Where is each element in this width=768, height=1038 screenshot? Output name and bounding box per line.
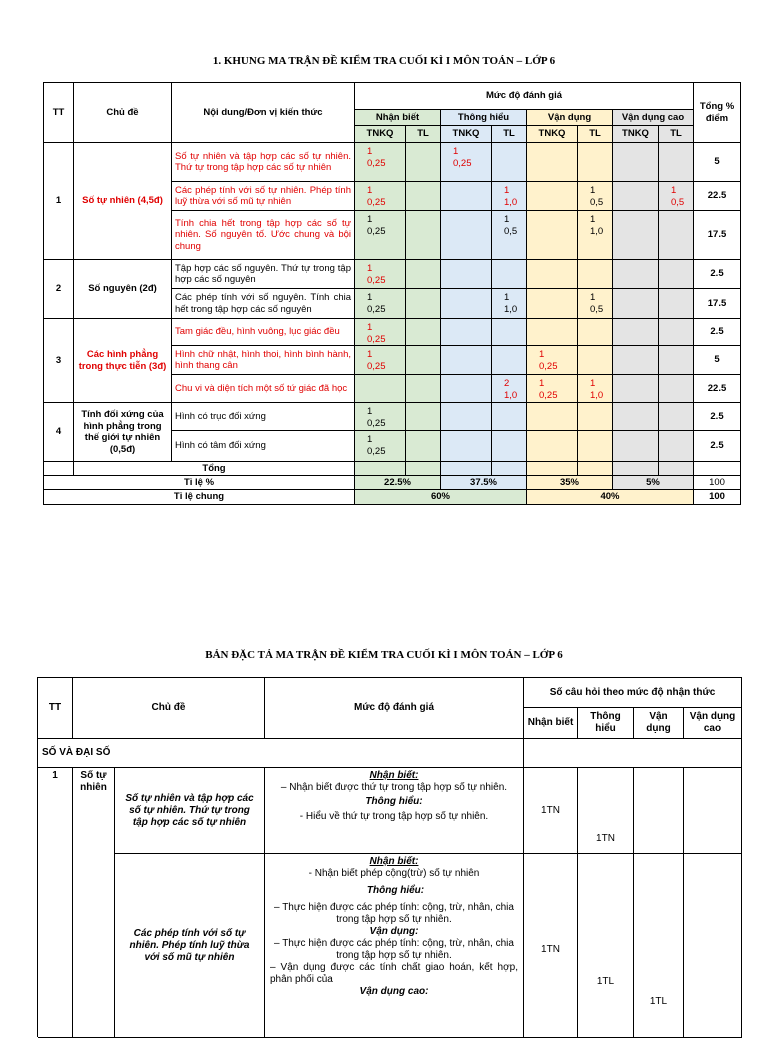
question-cell [659, 346, 694, 375]
spec-title: BẢN ĐẶC TẢ MA TRẬN ĐỀ KIỂM TRA CUỐI KÌ I MÔN TOÁN – LỚP 6 [205, 649, 563, 661]
topic-name: Số nguyên (2đ) [74, 260, 172, 319]
question-cell [441, 346, 492, 375]
question-points: 0,25 [367, 274, 386, 286]
question-cell [406, 319, 441, 346]
content-unit: Tập hợp các số nguyên. Thứ tự trong tập hợp các số nguyên [172, 260, 355, 289]
question-cell [355, 143, 406, 182]
question-cell [441, 182, 492, 211]
question-cell [492, 211, 527, 260]
topic-name: Tính đối xứng của hình phẳng trong thế giới tự nhiên (0,5đ) [74, 403, 172, 462]
matrix-title: 1. KHUNG MA TRẬN ĐỀ KIỂM TRA CUỐI KÌ I MÔN TOÁN – LỚP 6 [212, 55, 556, 67]
question-count: 1 [367, 185, 373, 196]
question-cell [613, 211, 659, 260]
section-label: SỐ VÀ ĐẠI SỐ [38, 739, 524, 768]
recognition-item: – Nhận biết được thứ tự trong tập hợp số tự nhiên. [280, 782, 508, 793]
topic-number: 2 [44, 260, 74, 319]
question-count: 1 [453, 146, 459, 157]
question-cell [492, 182, 527, 211]
topic-number: 1 [44, 143, 74, 260]
content-unit: Số tự nhiên và tập hợp các số tự nhiên. Thứ tự trong tập hợp các số tự nhiên [172, 143, 355, 182]
question-points: 0,25 [539, 360, 558, 372]
empty-cell [684, 768, 742, 854]
empty-cell [578, 462, 613, 476]
understanding-item: – Thực hiện được các phép tính: cộng, trừ, nhân, chia trong tập hợp số tự nhiên. [274, 902, 514, 925]
matrix-table [43, 82, 741, 505]
count-understanding: 1TL [578, 854, 634, 1038]
question-count: 1 [590, 378, 596, 389]
content-unit: Hình có trục đối xứng [172, 403, 355, 431]
question-cell [355, 319, 406, 346]
row-total: 2.5 [694, 403, 741, 431]
question-points: 0,5 [590, 303, 604, 315]
question-points: 1,0 [590, 389, 604, 401]
spec-unit-name: Số tự nhiên và tập hợp các số tự nhiên. Thứ tự trong tập hợp các số tự nhiên [115, 768, 265, 854]
spec-level-recognition: Nhận biết [524, 708, 578, 739]
question-cell [492, 375, 527, 403]
question-cell [492, 260, 527, 289]
empty-cell [659, 462, 694, 476]
question-count: 1 [367, 263, 373, 274]
count-application: 1TL [634, 854, 684, 1038]
question-cell [527, 431, 578, 462]
question-cell [578, 431, 613, 462]
topic-name: Số tự nhiên (4,5đ) [74, 143, 172, 260]
spec-header-question-count: Số câu hỏi theo mức độ nhận thức [524, 678, 742, 708]
general-ratio-basic: 60% [355, 490, 527, 505]
question-count: 1 [590, 185, 596, 196]
question-cell [613, 319, 659, 346]
recognition-item: - Nhận biết phép cộng(trừ) số tự nhiên [308, 868, 480, 879]
question-cell [578, 143, 613, 182]
header-tt: TT [44, 83, 74, 143]
question-points: 0,25 [367, 445, 386, 457]
question-cell [527, 346, 578, 375]
question-cell [406, 375, 441, 403]
question-count: 1 [367, 406, 373, 417]
sub-tl: TL [578, 126, 613, 143]
level-understanding: Thông hiểu [441, 110, 527, 126]
percent-high-application: 5% [613, 476, 694, 490]
question-cell [613, 182, 659, 211]
sub-tl: TL [492, 126, 527, 143]
empty-cell [694, 462, 741, 476]
question-cell [527, 319, 578, 346]
question-cell [578, 211, 613, 260]
empty-cell [613, 462, 659, 476]
question-cell [659, 319, 694, 346]
question-count: 1 [367, 146, 373, 157]
count-recognition: 1TN [524, 768, 578, 854]
question-cell [355, 211, 406, 260]
question-cell [527, 260, 578, 289]
question-count: 1 [539, 349, 545, 360]
content-unit: Tam giác đều, hình vuông, lục giác đều [172, 319, 355, 346]
question-cell [578, 346, 613, 375]
sub-tnkq: TNKQ [613, 126, 659, 143]
question-points: 1,0 [504, 196, 518, 208]
spec-header-tt: TT [38, 678, 73, 739]
question-cell [492, 289, 527, 319]
question-points: 0,25 [367, 157, 386, 169]
percent-recognition: 22.5% [355, 476, 441, 490]
spec-header-assessment: Mức độ đánh giá [265, 678, 524, 739]
question-cell [613, 403, 659, 431]
sub-tnkq: TNKQ [355, 126, 406, 143]
sub-tnkq: TNKQ [527, 126, 578, 143]
question-cell [406, 431, 441, 462]
question-count: 1 [367, 292, 373, 303]
question-cell [527, 182, 578, 211]
question-cell [441, 403, 492, 431]
header-content: Nội dung/Đơn vị kiến thức [172, 83, 355, 143]
recognition-heading: Nhận biết: [369, 770, 419, 781]
content-unit: Tính chia hết trong tập hợp các số tự nhiên. Số nguyên tố. Ước chung và bội chung [172, 211, 355, 260]
question-count: 1 [504, 214, 510, 225]
question-cell [527, 375, 578, 403]
question-cell [406, 346, 441, 375]
question-cell [441, 143, 492, 182]
row-total: 5 [694, 143, 741, 182]
content-unit: Hình có tâm đối xứng [172, 431, 355, 462]
empty-cell [492, 462, 527, 476]
row-total: 22.5 [694, 375, 741, 403]
total-row-label: Tổng [74, 462, 355, 476]
question-count: 1 [367, 214, 373, 225]
question-cell [406, 211, 441, 260]
percent-understanding: 37.5% [441, 476, 527, 490]
question-cell [527, 211, 578, 260]
question-points: 0,25 [453, 157, 472, 169]
spec-topic-number: 1 [38, 768, 73, 1038]
spec-unit-description [265, 854, 524, 1038]
question-cell [659, 431, 694, 462]
question-count: 1 [367, 322, 373, 333]
empty-cell [44, 462, 74, 476]
question-points: 0,25 [367, 360, 386, 372]
question-cell [355, 346, 406, 375]
empty-cell [355, 462, 406, 476]
count-recognition: 1TN [524, 854, 578, 1038]
question-count: 1 [367, 434, 373, 445]
question-count: 1 [504, 185, 510, 196]
spec-header-topic: Chủ đề [73, 678, 265, 739]
percent-total: 100 [694, 476, 741, 490]
question-points: 0,25 [539, 389, 558, 401]
question-cell [578, 289, 613, 319]
percent-application: 35% [527, 476, 613, 490]
question-cell [659, 182, 694, 211]
question-cell [613, 346, 659, 375]
empty-cell [524, 739, 742, 768]
row-total: 2.5 [694, 431, 741, 462]
percent-row-label: Tỉ lệ % [44, 476, 355, 490]
question-cell [441, 211, 492, 260]
spec-table [37, 677, 742, 1037]
question-cell [492, 403, 527, 431]
row-total: 2.5 [694, 260, 741, 289]
question-points: 0,25 [367, 417, 386, 429]
question-count: 1 [590, 292, 596, 303]
application-item: – Thực hiện được các phép tính: cộng, trừ, nhân, chia trong tập hợp số tự nhiên. [274, 938, 514, 961]
level-recognition: Nhận biết [355, 110, 441, 126]
spec-level-understanding: Thông hiểu [578, 708, 634, 739]
question-cell [527, 289, 578, 319]
content-unit: Các phép tính với số tự nhiên. Phép tính luỹ thừa với số mũ tự nhiên [172, 182, 355, 211]
question-points: 1,0 [504, 389, 518, 401]
question-cell [613, 260, 659, 289]
sub-tl: TL [406, 126, 441, 143]
level-high-application: Vận dụng cao [613, 110, 694, 126]
row-total: 5 [694, 346, 741, 375]
spec-level-application: Vận dụng [634, 708, 684, 739]
topic-number: 3 [44, 319, 74, 403]
question-cell [492, 346, 527, 375]
understanding-item: - Hiểu về thứ tự trong tập hợp số tự nhiên. [299, 811, 489, 822]
question-cell [355, 431, 406, 462]
content-unit: Hình chữ nhật, hình thoi, hình bình hành, hình thang cân [172, 346, 355, 375]
general-ratio-advanced: 40% [527, 490, 694, 505]
question-cell [613, 431, 659, 462]
header-topic: Chủ đề [74, 83, 172, 143]
question-cell [613, 289, 659, 319]
understanding-heading: Thông hiểu: [365, 796, 423, 807]
question-count: 1 [539, 378, 545, 389]
question-points: 0,5 [504, 225, 518, 237]
header-total-percent: Tổng % điểm [694, 83, 741, 143]
question-cell [613, 375, 659, 403]
question-points: 0,25 [367, 196, 386, 208]
question-cell [659, 375, 694, 403]
question-cell [441, 260, 492, 289]
question-cell [527, 143, 578, 182]
row-total: 22.5 [694, 182, 741, 211]
level-application: Vận dụng [527, 110, 613, 126]
question-cell [406, 403, 441, 431]
question-points: 1,0 [590, 225, 604, 237]
general-ratio-total: 100 [694, 490, 741, 505]
question-cell [355, 260, 406, 289]
question-points: 0,25 [367, 333, 386, 345]
spec-level-high-application: Vận dụng cao [684, 708, 742, 739]
spec-topic-name: Số tự nhiên [73, 768, 115, 1038]
question-cell [527, 403, 578, 431]
question-cell [406, 289, 441, 319]
header-assessment-level: Mức độ đánh giá [355, 83, 694, 110]
question-cell [355, 182, 406, 211]
question-cell [613, 143, 659, 182]
recognition-heading: Nhận biết: [369, 856, 419, 867]
topic-number: 4 [44, 403, 74, 462]
question-points: 0,5 [671, 196, 685, 208]
spec-unit-name: Các phép tính với số tự nhiên. Phép tính luỹ thừa với số mũ tự nhiên [115, 854, 265, 1038]
content-unit: Chu vi và diện tích một số tứ giác đã học [172, 375, 355, 403]
question-cell [578, 319, 613, 346]
topic-name: Các hình phẳng trong thực tiễn (3đ) [74, 319, 172, 403]
question-cell [406, 143, 441, 182]
empty-cell [527, 462, 578, 476]
question-cell [355, 375, 406, 403]
sub-tnkq: TNKQ [441, 126, 492, 143]
question-cell [492, 143, 527, 182]
understanding-heading: Thông hiểu: [366, 885, 425, 896]
question-count: 1 [367, 349, 373, 360]
empty-cell [684, 854, 742, 1038]
question-cell [659, 289, 694, 319]
question-count: 1 [590, 214, 596, 225]
question-cell [355, 289, 406, 319]
question-cell [659, 403, 694, 431]
question-cell [492, 431, 527, 462]
question-cell [578, 375, 613, 403]
application-item: – Vận dụng được các tính chất giao hoán, kết hợp, phân phối của [270, 962, 518, 985]
content-unit: Các phép tính với số nguyên. Tính chia hết trong tập hợp các số nguyên [172, 289, 355, 319]
application-heading: Vận dụng: [369, 926, 419, 937]
question-cell [355, 403, 406, 431]
question-count: 2 [504, 378, 510, 389]
question-points: 0,25 [367, 225, 386, 237]
high-application-heading: Vận dụng cao: [359, 986, 429, 997]
empty-cell [634, 768, 684, 854]
question-cell [441, 431, 492, 462]
question-cell [659, 260, 694, 289]
question-cell [659, 143, 694, 182]
question-points: 1,0 [504, 303, 518, 315]
question-cell [441, 289, 492, 319]
question-points: 0,25 [367, 303, 386, 315]
row-total: 2.5 [694, 319, 741, 346]
question-points: 0,5 [590, 196, 604, 208]
question-count: 1 [504, 292, 510, 303]
question-count: 1 [671, 185, 677, 196]
question-cell [441, 319, 492, 346]
row-total: 17.5 [694, 289, 741, 319]
question-cell [406, 182, 441, 211]
question-cell [406, 260, 441, 289]
sub-tl: TL [659, 126, 694, 143]
question-cell [441, 375, 492, 403]
question-cell [578, 403, 613, 431]
row-total: 17.5 [694, 211, 741, 260]
general-ratio-label: Tỉ lệ chung [44, 490, 355, 505]
question-cell [492, 319, 527, 346]
empty-cell [441, 462, 492, 476]
question-cell [578, 182, 613, 211]
empty-cell [406, 462, 441, 476]
question-cell [578, 260, 613, 289]
count-understanding: 1TN [578, 768, 634, 854]
question-cell [659, 211, 694, 260]
spec-unit-description [265, 768, 524, 854]
